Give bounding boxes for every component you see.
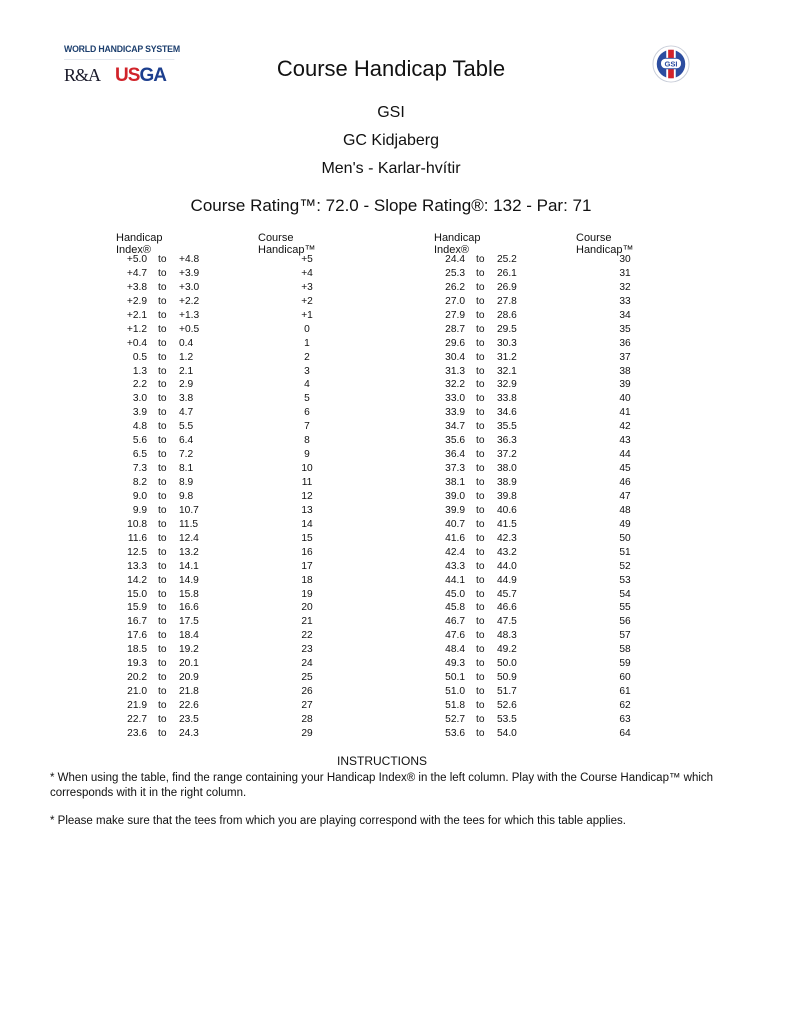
to-label: to <box>476 407 485 419</box>
course-handicap-value: 16 <box>301 546 313 558</box>
to-label: to <box>476 351 485 363</box>
index-from: 8.2 <box>132 477 147 488</box>
index-to: +3.9 <box>179 267 200 279</box>
index-to: 12.4 <box>179 532 199 544</box>
to-label: to <box>158 616 167 628</box>
index-from: 45.8 <box>445 602 465 614</box>
to-label: to <box>476 644 485 656</box>
to-label: to <box>158 421 167 433</box>
index-to: 10.7 <box>179 504 199 516</box>
to-label: to <box>158 518 167 530</box>
usga-u: U <box>115 65 128 86</box>
index-from: 29.6 <box>445 337 465 349</box>
index-to: 54.0 <box>497 727 517 739</box>
to-label: to <box>476 337 485 349</box>
index-to: 11.5 <box>179 518 199 530</box>
index-to: 48.3 <box>497 630 517 642</box>
course-handicap-value: 63 <box>619 713 631 725</box>
course-handicap-value: 5 <box>304 393 310 405</box>
header-handicap-index: Handicap Index® <box>116 232 163 256</box>
index-to: 6.4 <box>179 435 194 447</box>
course-handicap-value: 19 <box>301 588 313 600</box>
index-to: 37.2 <box>497 449 517 461</box>
to-label: to <box>158 727 167 739</box>
index-from: +0.4 <box>126 337 147 349</box>
course-handicap-value: 40 <box>619 393 631 405</box>
to-label: to <box>158 365 167 377</box>
to-label: to <box>158 295 167 307</box>
course-handicap-value: 2 <box>304 351 310 363</box>
to-label: to <box>476 463 485 475</box>
index-from: 17.6 <box>127 630 147 642</box>
to-label: to <box>158 644 167 656</box>
course-handicap-value: 27 <box>301 700 313 711</box>
index-from: 44.1 <box>445 574 465 586</box>
course-handicap-value: 57 <box>619 630 631 642</box>
index-to: 19.2 <box>179 644 199 656</box>
course-handicap-value: 25 <box>301 672 313 684</box>
header-handicap-index: Handicap Index® <box>434 232 481 256</box>
index-from: 23.6 <box>127 727 147 739</box>
course-handicap-value: 4 <box>304 379 310 391</box>
course-handicap-value: 33 <box>619 295 631 307</box>
course-handicap-value: 24 <box>301 658 313 670</box>
course-handicap-value: 46 <box>619 477 631 488</box>
course-handicap-value: 49 <box>619 518 631 530</box>
to-label: to <box>476 435 485 447</box>
index-to: 5.5 <box>179 421 194 433</box>
index-to: 38.0 <box>497 463 517 475</box>
index-to: 26.1 <box>497 267 517 279</box>
to-label: to <box>476 504 485 516</box>
index-from: 0.5 <box>132 351 147 363</box>
index-to: 2.9 <box>179 379 194 391</box>
to-label: to <box>158 309 167 321</box>
to-label: to <box>158 490 167 502</box>
course-handicap-value: 35 <box>619 323 631 335</box>
index-from: 24.4 <box>445 254 465 265</box>
index-from: 32.2 <box>445 379 465 391</box>
index-to: +1.3 <box>179 309 200 321</box>
index-to: 2.1 <box>179 365 194 377</box>
index-from: 13.3 <box>127 560 147 572</box>
index-to: 20.9 <box>179 672 199 684</box>
index-from: 37.3 <box>445 463 465 475</box>
course-handicap-value: 47 <box>619 490 631 502</box>
tee-name: Men's - Karlar-hvítir <box>321 160 461 177</box>
index-to: 7.2 <box>179 449 194 461</box>
index-from: 12.5 <box>127 546 147 558</box>
to-label: to <box>476 309 485 321</box>
index-to: 28.6 <box>497 309 517 321</box>
index-to: 49.2 <box>497 644 517 656</box>
course-handicap-value: 18 <box>301 574 313 586</box>
to-label: to <box>476 616 485 628</box>
index-from: 7.3 <box>132 463 147 475</box>
index-to: 27.8 <box>497 295 517 307</box>
index-from: 49.3 <box>445 658 465 670</box>
index-to: 8.1 <box>179 463 194 475</box>
index-from: 30.4 <box>445 351 465 363</box>
index-from: 41.6 <box>445 532 465 544</box>
to-label: to <box>158 351 167 363</box>
index-from: 11.6 <box>127 532 147 544</box>
to-label: to <box>158 672 167 684</box>
to-label: to <box>158 574 167 586</box>
index-to: 42.3 <box>497 532 517 544</box>
index-to: 9.8 <box>179 490 194 502</box>
to-label: to <box>158 700 167 711</box>
page-title: Course Handicap Table <box>276 56 506 81</box>
to-label: to <box>476 379 485 391</box>
index-from: 25.3 <box>445 267 465 279</box>
course-handicap-value: 62 <box>619 700 631 711</box>
course-handicap-value: 0 <box>304 323 310 335</box>
index-from: 27.0 <box>445 295 465 307</box>
course-handicap-value: +1 <box>301 309 313 321</box>
index-from: 46.7 <box>445 616 465 628</box>
course-handicap-value: 64 <box>619 727 631 739</box>
index-to: 33.8 <box>497 393 517 405</box>
index-from: 3.9 <box>132 407 147 419</box>
course-handicap-value: 13 <box>301 504 313 516</box>
course-handicap-value: 42 <box>619 421 631 433</box>
index-from: +5.0 <box>126 254 147 265</box>
to-label: to <box>476 574 485 586</box>
course-handicap-value: 17 <box>301 560 313 572</box>
index-from: 5.6 <box>132 435 147 447</box>
index-to: 52.6 <box>497 700 517 711</box>
to-label: to <box>158 281 167 293</box>
ra-logo: R&A <box>64 65 101 85</box>
index-from: 14.2 <box>127 574 147 586</box>
to-label: to <box>476 518 485 530</box>
index-to: 4.7 <box>179 407 194 419</box>
instructions-paragraph-2: * Please make sure that the tees from which you are playing correspond with the tees for which this table applies. <box>50 815 626 827</box>
to-label: to <box>158 630 167 642</box>
index-from: 22.7 <box>127 713 147 725</box>
index-to: 20.1 <box>179 658 199 670</box>
course-handicap-value: 37 <box>619 351 631 363</box>
course-handicap-value: 23 <box>301 644 313 656</box>
course-handicap-value: 15 <box>301 532 313 544</box>
course-handicap-value: 36 <box>619 337 631 349</box>
index-from: 15.0 <box>127 588 147 600</box>
to-label: to <box>476 477 485 488</box>
index-to: 45.7 <box>497 588 517 600</box>
organization-name: GSI <box>377 104 405 121</box>
index-to: 41.5 <box>497 518 517 530</box>
to-label: to <box>476 490 485 502</box>
course-handicap-value: 54 <box>619 588 631 600</box>
index-from: 33.0 <box>445 393 465 405</box>
index-from: 53.6 <box>445 727 465 739</box>
index-to: 32.9 <box>497 379 517 391</box>
index-from: 4.8 <box>132 421 147 433</box>
course-handicap-value: +4 <box>301 267 313 279</box>
index-to: 3.8 <box>179 393 194 405</box>
course-handicap-value: 3 <box>304 365 310 377</box>
index-to: 51.7 <box>497 686 517 698</box>
to-label: to <box>158 686 167 698</box>
course-handicap-value: +3 <box>301 281 313 293</box>
index-from: 43.3 <box>445 560 465 572</box>
course-handicap-value: 20 <box>301 602 313 614</box>
index-from: 38.1 <box>445 477 465 488</box>
to-label: to <box>158 713 167 725</box>
to-label: to <box>476 713 485 725</box>
course-handicap-value: 60 <box>619 672 631 684</box>
index-to: +3.0 <box>179 281 200 293</box>
index-from: 35.6 <box>445 435 465 447</box>
index-to: +4.8 <box>179 254 200 265</box>
index-from: 40.7 <box>445 518 465 530</box>
course-handicap-value: 61 <box>619 686 631 698</box>
course-handicap-value: 8 <box>304 435 310 447</box>
to-label: to <box>158 463 167 475</box>
to-label: to <box>476 393 485 405</box>
index-from: 31.3 <box>445 365 465 377</box>
svg-text:GSI: GSI <box>664 59 678 69</box>
index-from: 2.2 <box>132 379 147 391</box>
to-label: to <box>476 602 485 614</box>
index-to: 0.4 <box>179 337 194 349</box>
index-to: 8.9 <box>179 477 194 488</box>
index-from: 52.7 <box>445 713 465 725</box>
course-handicap-value: 39 <box>619 379 631 391</box>
to-label: to <box>158 658 167 670</box>
to-label: to <box>476 421 485 433</box>
to-label: to <box>476 686 485 698</box>
to-label: to <box>476 672 485 684</box>
course-name: GC Kidjaberg <box>342 132 440 149</box>
index-to: 16.6 <box>179 602 199 614</box>
to-label: to <box>158 546 167 558</box>
to-label: to <box>476 449 485 461</box>
course-handicap-value: 34 <box>619 309 631 321</box>
course-handicap-value: 22 <box>301 630 313 642</box>
index-to: 39.8 <box>497 490 517 502</box>
to-label: to <box>476 588 485 600</box>
to-label: to <box>476 658 485 670</box>
index-to: 50.9 <box>497 672 517 684</box>
to-label: to <box>476 727 485 739</box>
index-from: 36.4 <box>445 449 465 461</box>
to-label: to <box>476 700 485 711</box>
course-handicap-value: 41 <box>619 407 631 419</box>
index-from: 39.9 <box>445 504 465 516</box>
index-to: 22.6 <box>179 700 199 711</box>
to-label: to <box>476 532 485 544</box>
to-label: to <box>476 323 485 335</box>
index-from: +2.9 <box>126 295 147 307</box>
to-label: to <box>476 281 485 293</box>
to-label: to <box>158 532 167 544</box>
course-handicap-value: 26 <box>301 686 313 698</box>
index-to: 47.5 <box>497 616 517 628</box>
to-label: to <box>158 504 167 516</box>
course-handicap-value: 21 <box>301 616 313 628</box>
to-label: to <box>476 267 485 279</box>
index-to: 1.2 <box>179 351 194 363</box>
index-to: 40.6 <box>497 504 517 516</box>
course-handicap-value: 11 <box>301 477 313 488</box>
to-label: to <box>158 337 167 349</box>
to-label: to <box>158 254 167 265</box>
course-handicap-value: 6 <box>304 407 310 419</box>
course-handicap-value: 55 <box>619 602 631 614</box>
usga-ga: GA <box>139 65 166 86</box>
whs-logo-text: WORLD HANDICAP SYSTEM <box>64 44 174 60</box>
index-from: 19.3 <box>127 658 147 670</box>
index-to: 24.3 <box>179 727 199 739</box>
index-to: 15.8 <box>179 588 199 600</box>
course-handicap-value: 1 <box>304 337 310 349</box>
course-handicap-value: 50 <box>619 532 631 544</box>
index-to: 44.9 <box>497 574 517 586</box>
course-handicap-value: 53 <box>619 574 631 586</box>
index-to: 13.2 <box>179 546 199 558</box>
index-to: 50.0 <box>497 658 517 670</box>
course-handicap-value: +5 <box>301 254 313 265</box>
index-from: +1.2 <box>126 323 147 335</box>
index-from: 48.4 <box>445 644 465 656</box>
course-handicap-value: 38 <box>619 365 631 377</box>
index-to: 43.2 <box>497 546 517 558</box>
course-handicap-value: 52 <box>619 560 631 572</box>
to-label: to <box>476 365 485 377</box>
course-handicap-value: 29 <box>301 727 313 739</box>
usga-s: S <box>127 65 140 86</box>
course-handicap-value: 28 <box>301 713 313 725</box>
index-from: 27.9 <box>445 309 465 321</box>
index-from: 50.1 <box>445 672 465 684</box>
index-from: 1.3 <box>132 365 147 377</box>
index-to: +2.2 <box>179 295 200 307</box>
index-to: 21.8 <box>179 686 199 698</box>
index-to: 36.3 <box>497 435 517 447</box>
to-label: to <box>476 546 485 558</box>
index-from: 45.0 <box>445 588 465 600</box>
course-handicap-value: 59 <box>619 658 631 670</box>
course-handicap-value: 45 <box>619 463 631 475</box>
index-to: 31.2 <box>497 351 517 363</box>
course-handicap-value: 56 <box>619 616 631 628</box>
index-to: 17.5 <box>179 616 199 628</box>
index-to: 26.9 <box>497 281 517 293</box>
index-to: 46.6 <box>497 602 517 614</box>
instructions-paragraph-1: * When using the table, find the range containing your Handicap Index® in the left column. Play with the Course Handicap™ which corresponds with it in the right column. <box>50 772 714 799</box>
index-from: +2.1 <box>126 309 147 321</box>
index-to: 14.1 <box>179 560 199 572</box>
course-handicap-value: 14 <box>301 518 313 530</box>
to-label: to <box>158 267 167 279</box>
course-handicap-value: 44 <box>619 449 631 461</box>
course-handicap-value: 31 <box>619 267 631 279</box>
index-from: 10.8 <box>127 518 147 530</box>
course-handicap-value: 32 <box>619 281 631 293</box>
course-handicap-value: 51 <box>619 546 631 558</box>
index-to: 30.3 <box>497 337 517 349</box>
to-label: to <box>158 449 167 461</box>
to-label: to <box>158 588 167 600</box>
to-label: to <box>158 435 167 447</box>
index-from: 21.9 <box>127 700 147 711</box>
to-label: to <box>158 560 167 572</box>
index-from: 3.0 <box>132 393 147 405</box>
index-from: 21.0 <box>127 686 147 698</box>
to-label: to <box>158 379 167 391</box>
index-from: +3.8 <box>126 281 147 293</box>
index-to: 53.5 <box>497 713 517 725</box>
index-to: 38.9 <box>497 477 517 488</box>
index-from: 16.7 <box>127 616 147 628</box>
index-from: 6.5 <box>132 449 147 461</box>
course-handicap-value: 12 <box>301 490 313 502</box>
index-from: 51.8 <box>445 700 465 711</box>
course-handicap-value: 48 <box>619 504 631 516</box>
index-from: 9.9 <box>132 504 147 516</box>
index-from: 26.2 <box>445 281 465 293</box>
index-from: +4.7 <box>126 267 147 279</box>
index-from: 51.0 <box>445 686 465 698</box>
rating-line: Course Rating™: 72.0 - Slope Rating®: 132 - Par: 71 <box>190 196 592 215</box>
instructions-title: INSTRUCTIONS <box>337 754 427 768</box>
index-from: 18.5 <box>127 644 147 656</box>
index-from: 47.6 <box>445 630 465 642</box>
index-to: 25.2 <box>497 254 517 265</box>
course-handicap-value: 10 <box>301 463 313 475</box>
index-to: 18.4 <box>179 630 199 642</box>
to-label: to <box>158 477 167 488</box>
index-from: 42.4 <box>445 546 465 558</box>
index-from: 39.0 <box>445 490 465 502</box>
index-to: 35.5 <box>497 421 517 433</box>
index-from: 9.0 <box>132 490 147 502</box>
index-to: 44.0 <box>497 560 517 572</box>
to-label: to <box>476 560 485 572</box>
to-label: to <box>158 407 167 419</box>
index-to: 32.1 <box>497 365 517 377</box>
header-course-handicap: Course Handicap™ <box>258 232 316 256</box>
course-handicap-value: 7 <box>304 421 310 433</box>
to-label: to <box>476 254 485 265</box>
index-from: 28.7 <box>445 323 465 335</box>
course-handicap-value: 43 <box>619 435 631 447</box>
to-label: to <box>158 602 167 614</box>
index-to: 23.5 <box>179 713 199 725</box>
index-from: 33.9 <box>445 407 465 419</box>
course-handicap-value: 58 <box>619 644 631 656</box>
course-handicap-value: 9 <box>304 449 310 461</box>
index-from: 15.9 <box>127 602 147 614</box>
index-from: 20.2 <box>127 672 147 684</box>
header-course-handicap: Course Handicap™ <box>576 232 634 256</box>
course-handicap-value: +2 <box>301 295 313 307</box>
index-from: 34.7 <box>445 421 465 433</box>
index-to: 34.6 <box>497 407 517 419</box>
index-to: 29.5 <box>497 323 517 335</box>
index-to: +0.5 <box>179 323 200 335</box>
to-label: to <box>476 295 485 307</box>
course-handicap-value: 30 <box>619 254 631 265</box>
to-label: to <box>158 393 167 405</box>
to-label: to <box>158 323 167 335</box>
to-label: to <box>476 630 485 642</box>
index-to: 14.9 <box>179 574 199 586</box>
